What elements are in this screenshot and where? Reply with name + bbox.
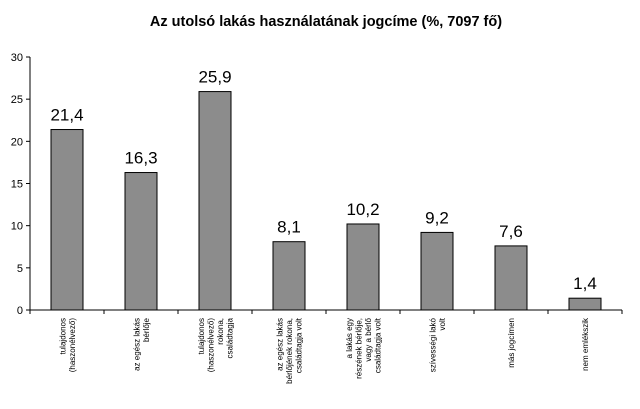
data-label: 25,9 <box>198 67 232 87</box>
category-label-line: az egész lakás <box>132 318 142 371</box>
y-tick-label: 25 <box>10 94 23 107</box>
data-label: 21,4 <box>50 105 84 125</box>
category-label-line: nem emlékszik <box>581 318 590 371</box>
bar <box>421 232 453 310</box>
category-label-line: (haszonélvező) <box>67 318 77 373</box>
data-label: 10,2 <box>346 199 380 219</box>
data-label: 16,3 <box>124 148 158 168</box>
data-label: 7,6 <box>499 221 523 241</box>
category-label <box>58 318 77 373</box>
y-tick-label: 0 <box>16 305 23 317</box>
category-label <box>276 317 304 384</box>
category-label <box>581 317 590 371</box>
bar <box>495 246 527 310</box>
category-label-line: az egész lakás <box>275 318 285 371</box>
bar <box>347 224 379 310</box>
category-label-line: más jogcímen <box>507 318 516 368</box>
bar <box>125 173 157 310</box>
category-label-line: bérlője <box>141 318 151 343</box>
category-label-line: családtagja volt <box>373 318 383 374</box>
category-label-line: a lakás egy <box>344 318 354 359</box>
data-label: 8,1 <box>277 217 301 237</box>
category-label-line: részének bérlője, <box>354 318 364 379</box>
chart-title: Az utolsó lakás használatának jogcíme (%, 7097 fő) <box>149 14 503 30</box>
category-label-line: rokona, <box>215 318 225 345</box>
bars <box>51 92 601 310</box>
category-label <box>345 317 383 379</box>
category-label-line: bérlőjének rokona, <box>285 318 294 384</box>
y-tick-label: 30 <box>10 52 23 64</box>
category-label <box>197 317 235 372</box>
category-label-line: tulajdonos <box>58 318 68 355</box>
y-tick-label: 10 <box>10 220 23 233</box>
category-label <box>132 317 151 370</box>
category-label-line: (haszonélvező) <box>206 318 216 373</box>
category-label-line: tulajdonos <box>196 318 206 355</box>
x-axis <box>30 310 622 314</box>
y-tick-label: 20 <box>10 136 23 149</box>
category-label-line: szívességi lakó <box>428 318 438 373</box>
data-label: 9,2 <box>425 208 449 228</box>
bar <box>273 242 305 310</box>
y-axis <box>11 52 30 317</box>
category-label-line: vagy a bérlő <box>363 318 373 362</box>
bar <box>51 130 83 310</box>
category-label <box>507 318 516 368</box>
category-label-line: volt <box>437 318 447 331</box>
category-label <box>428 317 447 372</box>
category-label-line: családtagja <box>225 318 235 359</box>
y-tick-label: 5 <box>16 262 23 275</box>
y-tick-label: 15 <box>10 178 23 191</box>
data-label: 1,4 <box>573 274 597 294</box>
bar <box>569 298 601 310</box>
category-labels <box>58 317 590 384</box>
category-label-line: családtagja volt <box>294 318 304 374</box>
bar <box>199 92 231 310</box>
